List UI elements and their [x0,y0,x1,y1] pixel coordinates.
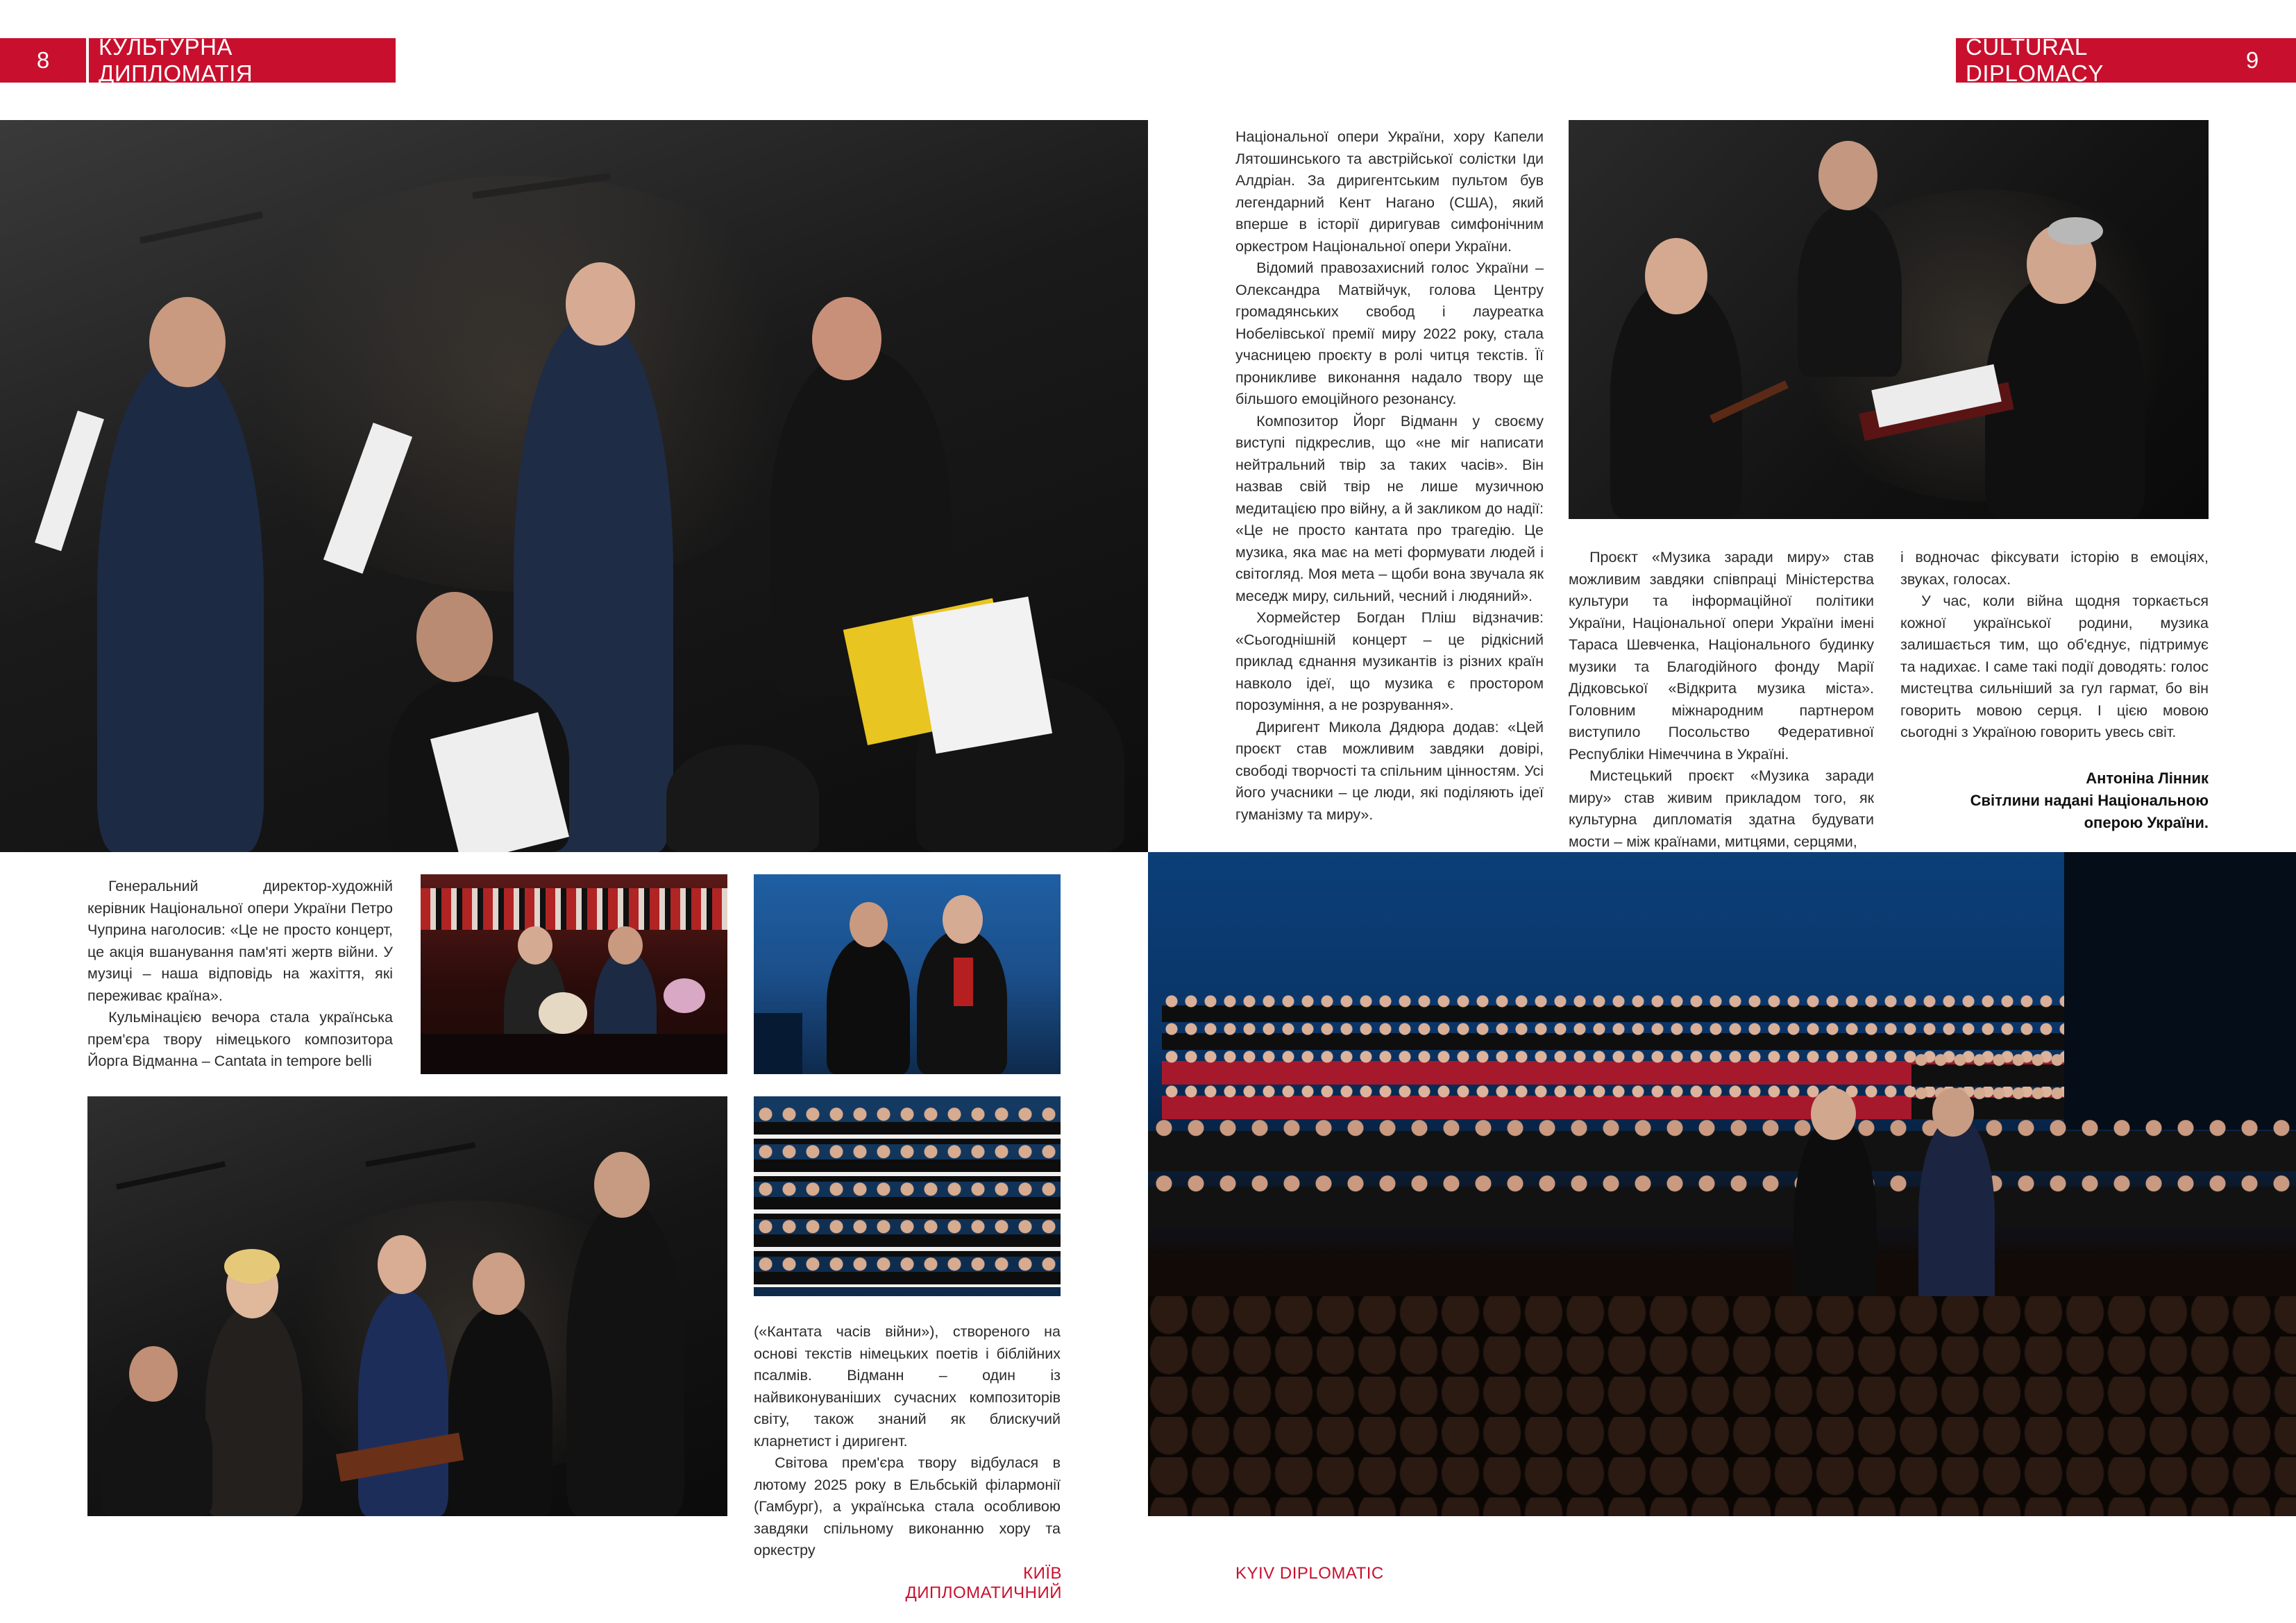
article-column-right-1 [1235,126,1544,826]
photo-credit-line: Світлини надані Національною [1970,792,2209,809]
photo-stage-choir-orchestra [1148,852,2296,1516]
photo-two-soloists [754,874,1061,1074]
photo-soloists-orchestra [87,1096,727,1516]
footer-magazine-title-right: KYIV DIPLOMATIC [1235,1564,1384,1583]
paragraph: Генеральний директор-художній керівник Національної опери України Петро Чуприна наголосив: «Це не просто концерт, це акція вшанування пам'яті жертв війни. У музиці – наша відповідь на жахіття, які переживає країна». [87,878,393,1004]
article-column-middle [754,1321,1061,1562]
photo-conductor [1569,120,2209,519]
author-name: Антоніна Лінник [2086,770,2209,787]
paragraph: Диригент Микола Дядюра додав: «Цей проєкт став можливим завдяки довірі, свободі творчості та спільним цінностям. Усі його учасники – це люди, які поділяють ідеї гуманізму та миру». [1235,718,1544,823]
paragraph: Проєкт «Музика заради миру» став можливим завдяки співпраці Міністерства культури та інформаційної політики України, Національної опери України імені Тараса Шевченка, Національного будинку музики та Благодійного фонду Марії Дідковської «Відкрита музика міста». Головним міжнародним партнером виступило Посольство Федеративної Республіки Німеччина в Україні. [1569,549,1874,763]
article-column-right-3 [1900,547,2209,744]
right-page-number: 9 [2209,38,2296,83]
paragraph: («Кантата часів війни»), створеного на основі текстів німецьких поетів і біблійних псалмів. Відманн – один із найвиконуваніших сучасних композиторів світу, також знаний як блискучий кларнетист і диригент. [754,1323,1061,1450]
paragraph: Світова прем'єра твору відбулася в лютому 2025 року в Ельбській філармонії (Гамбург), а українська стала особливою завдяки спільному виконанню хору та оркестру [754,1454,1061,1558]
photo-choir [754,1096,1061,1296]
paragraph: Відомий правозахисний голос України – Олександра Матвійчук, голова Центру громадянських свобод і лауреатка Нобелівської премії миру 2022 року, стала учасницею проєкту в ролі читця текстів. Її проникливе виконання надало твору ще більшого емоційного резонансу. [1235,260,1544,407]
photo-credit-line: оперою України. [2084,814,2209,831]
article-column-left [87,876,393,1073]
article-credits [1900,767,2209,834]
right-section-title: CULTURAL DIPLOMACY [1956,38,2225,83]
article-column-right-2 [1569,547,1874,853]
photo-flowers-bow [421,874,727,1074]
photo-orchestra-speakers [0,120,1148,852]
paragraph: Композитор Йорг Відманн у своєму виступі підкреслив, що «не міг написати нейтральний твір за таких часів». Він назвав свій твір не лише музичною медитацією про війну, а й закликом до надії: «Це не просто кантата про трагедію. Це музика, яка має на меті формувати людей і світогляд. Моя мета – щоби вона звучала як меседж миру, сильний, чесний і людяний». [1235,412,1544,604]
paragraph: Національної опери України, хору Капели Лятошинського та австрійської солістки Іди Алдріан. За диригентським пультом був легендарний Кент Нагано (США), який вперше в історії диригував симфонічним оркестром Національної опери України. [1235,128,1544,255]
left-section-title: КУЛЬТУРНА ДИПЛОМАТІЯ [89,38,396,83]
paragraph: Кульмінацією вечора стала українська прем'єра твору німецького композитора Йорга Відманна – Cantata in tempore belli [87,1009,393,1069]
paragraph: Хормейстер Богдан Пліш відзначив: «Сьогоднішній концерт – це рідкісний приклад єднання музикантів із різних країн навколо ідеї, що музика є простором порозуміння, а не розрування». [1235,609,1544,713]
paragraph: Мистецький проєкт «Музика заради миру» став живим прикладом того, як культурна дипломатія здатна будувати мости – між країнами, митцями, серцями, [1569,767,1874,850]
left-page-number: 8 [0,38,86,83]
footer-magazine-title-left: КИЇВ ДИПЛОМАТИЧНИЙ [905,1564,1062,1602]
paragraph: і водночас фіксувати історію в емоціях, звуках, голосах. [1900,549,2209,588]
paragraph: У час, коли війна щодня торкається кожної української родини, музика залишається тим, що об'єднує, підтримує та надихає. І саме такі події доводять: голос мистецтва сильніший за гул гармат, бо він говорить мовою серця. І цією мовою сьогодні з Україною говорить увесь світ. [1900,593,2209,740]
